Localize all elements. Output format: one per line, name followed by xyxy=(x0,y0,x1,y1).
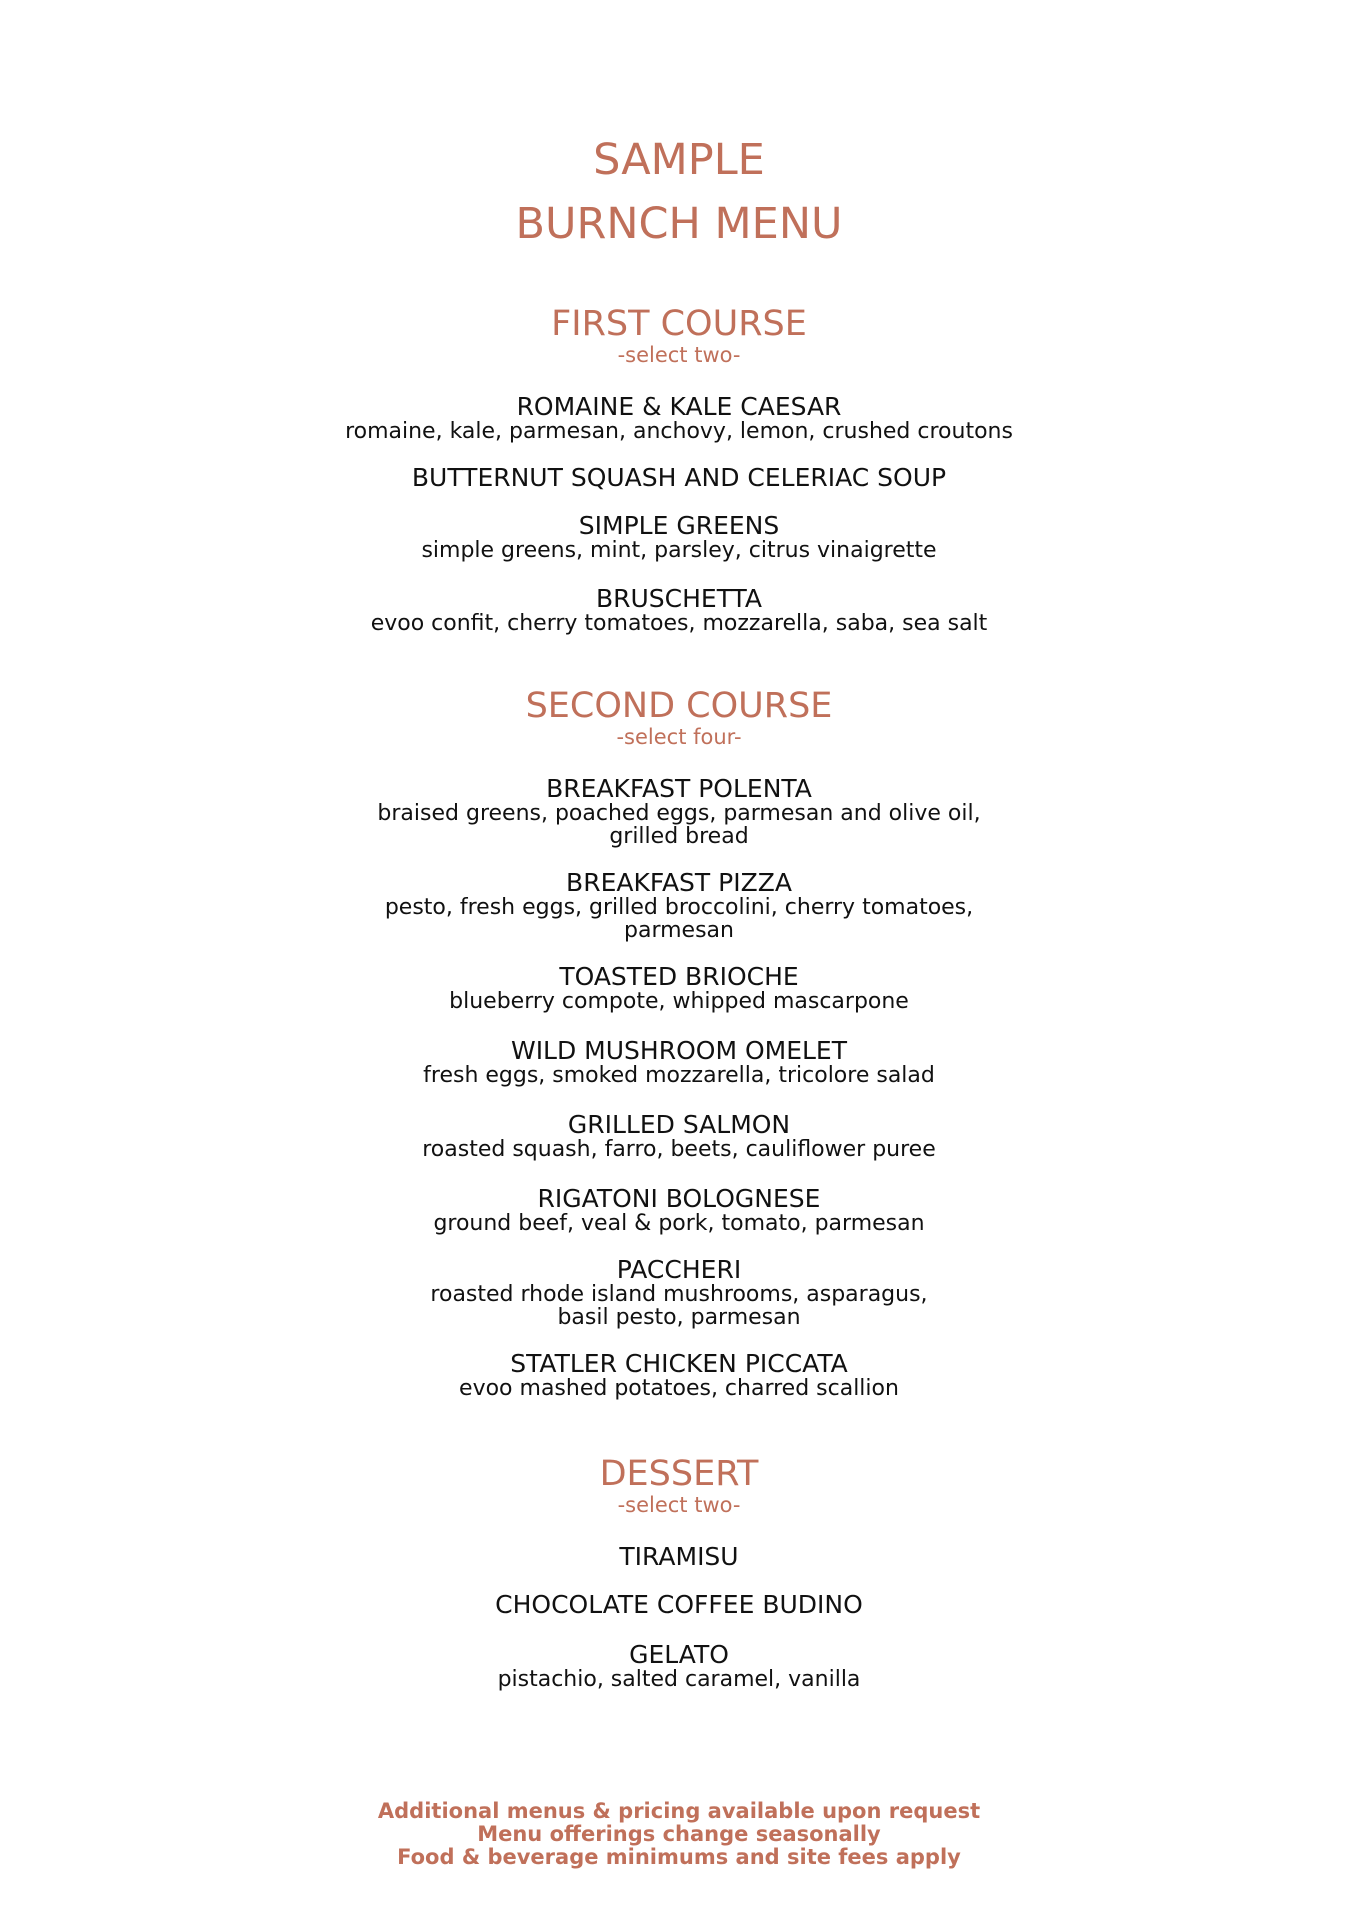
item-name: BUTTERNUT SQUASH AND CELERIAC SOUP xyxy=(411,463,947,492)
footer-line: Additional menus & pricing available upon request xyxy=(377,1799,981,1823)
section-note: -select two- xyxy=(617,1493,741,1517)
menu-item xyxy=(0,513,1358,562)
item-list xyxy=(0,1544,1358,1691)
item-name: BRUSCHETTA xyxy=(595,584,762,613)
item-list xyxy=(0,394,1358,635)
section-heading: DESSERT xyxy=(599,1454,759,1494)
item-description: simple greens, mint, parsley, citrus vinaigrette xyxy=(421,538,937,563)
item-list xyxy=(0,776,1358,1400)
section-heading: SECOND COURSE xyxy=(525,686,833,726)
section-note: -select four- xyxy=(616,725,742,749)
item-description: pesto, fresh eggs, grilled broccolini, cherry tomatoes, parmesan xyxy=(384,895,974,943)
item-description: roasted squash, farro, beets, cauliflower puree xyxy=(422,1137,936,1162)
item-name: GELATO xyxy=(629,1640,729,1669)
footer-line: Menu offerings change seasonally xyxy=(477,1822,881,1846)
item-name: STATLER CHICKEN PICCATA xyxy=(510,1349,848,1378)
footer-line: Food & beverage minimums and site fees apply xyxy=(397,1845,961,1869)
item-description: fresh eggs, smoked mozzarella, tricolore salad xyxy=(423,1063,935,1088)
item-description: ground beef, veal & pork, tomato, parmesan xyxy=(433,1211,925,1236)
item-name: RIGATONI BOLOGNESE xyxy=(537,1184,821,1213)
menu-item xyxy=(0,586,1358,635)
section-second-course xyxy=(0,686,1358,1400)
item-description: evoo confit, cherry tomatoes, mozzarella, saba, sea salt xyxy=(370,611,988,636)
menu-title-line-1: SAMPLE xyxy=(593,135,765,185)
section-dessert xyxy=(0,1454,1358,1691)
item-name: TIRAMISU xyxy=(619,1542,739,1571)
item-description: romaine, kale, parmesan, anchovy, lemon, crushed croutons xyxy=(345,419,1013,444)
menu-item xyxy=(0,1351,1358,1400)
item-name: BREAKFAST POLENTA xyxy=(546,774,812,803)
menu-item xyxy=(0,1112,1358,1161)
menu-item xyxy=(0,1592,1358,1618)
item-name: BREAKFAST PIZZA xyxy=(566,868,792,897)
menu-item xyxy=(0,1257,1358,1329)
section-note: -select two- xyxy=(617,343,741,367)
menu-title-line-2: BURNCH MENU xyxy=(515,199,843,249)
item-name: CHOCOLATE COFFEE BUDINO xyxy=(495,1590,863,1619)
menu-item xyxy=(0,1186,1358,1235)
menu-item xyxy=(0,1642,1358,1691)
menu-item xyxy=(0,870,1358,942)
section-first-course xyxy=(0,304,1358,635)
item-name: WILD MUSHROOM OMELET xyxy=(510,1036,848,1065)
item-description: roasted rhode island mushrooms, asparagus, basil pesto, parmesan xyxy=(430,1282,928,1330)
item-name: PACCHERI xyxy=(616,1255,742,1284)
menu-item xyxy=(0,776,1358,848)
section-heading: FIRST COURSE xyxy=(551,304,807,344)
item-description: pistachio, salted caramel, vanilla xyxy=(497,1667,861,1692)
menu-item xyxy=(0,1038,1358,1087)
menu-footer xyxy=(0,1800,1358,1869)
item-name: SIMPLE GREENS xyxy=(578,511,780,540)
item-name: GRILLED SALMON xyxy=(567,1110,791,1139)
menu-item xyxy=(0,465,1358,491)
item-name: TOASTED BRIOCHE xyxy=(559,962,799,991)
item-name: ROMAINE & KALE CAESAR xyxy=(516,392,842,421)
item-description: braised greens, poached eggs, parmesan and olive oil, grilled bread xyxy=(377,801,981,849)
menu-item xyxy=(0,1544,1358,1570)
menu-title xyxy=(0,128,1358,256)
menu-item xyxy=(0,394,1358,443)
item-description: blueberry compote, whipped mascarpone xyxy=(449,989,909,1014)
menu-item xyxy=(0,964,1358,1013)
item-description: evoo mashed potatoes, charred scallion xyxy=(459,1376,899,1401)
